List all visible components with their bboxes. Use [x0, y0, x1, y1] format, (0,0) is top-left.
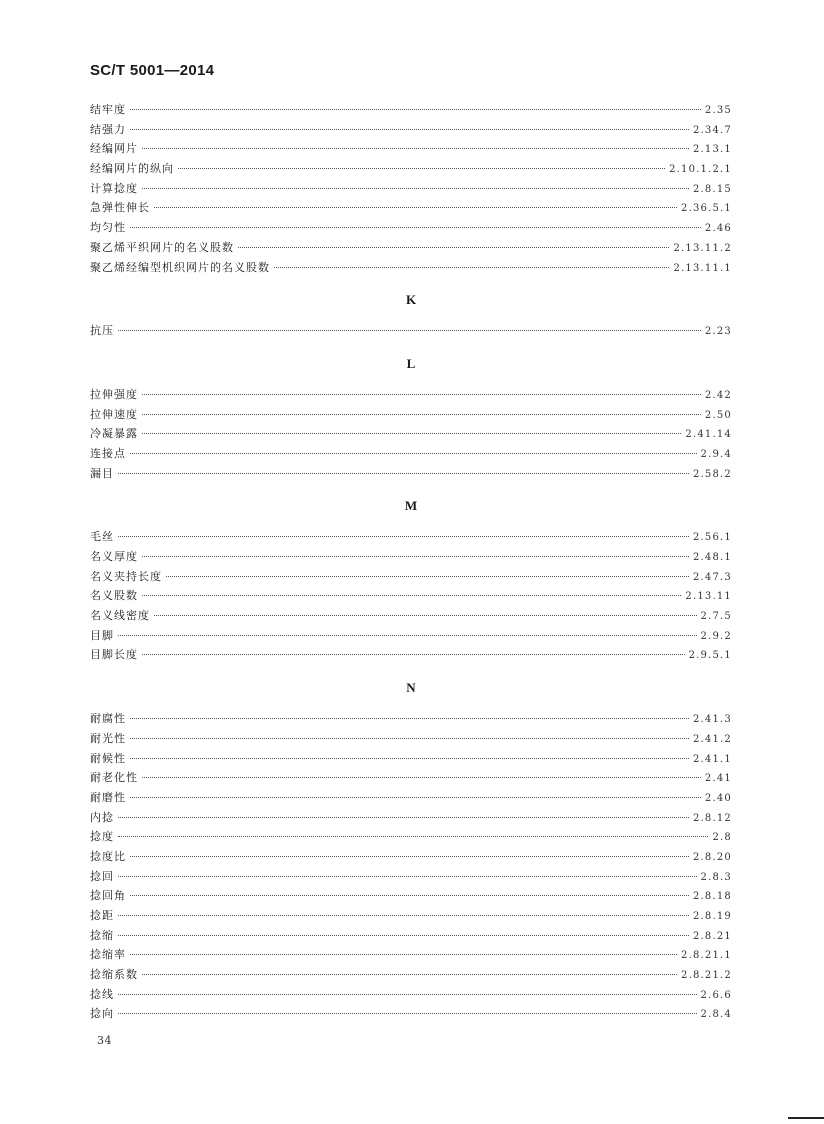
dot-leader — [130, 797, 701, 798]
index-term: 计算捻度 — [90, 181, 138, 195]
section-letter-m: M — [404, 498, 418, 514]
dot-leader — [142, 148, 689, 149]
index-term: 漏目 — [90, 466, 114, 480]
index-term: 名义夹持长度 — [90, 569, 162, 583]
index-entry — [90, 788, 732, 808]
dot-leader — [178, 168, 665, 169]
index-entry — [90, 1004, 732, 1024]
index-entry — [90, 424, 732, 444]
index-term: 聚乙烯平织网片的名义股数 — [90, 240, 234, 254]
index-term: 捻度比 — [90, 849, 126, 863]
index-clause-reference: 2.35 — [704, 105, 732, 116]
index-entry — [90, 198, 732, 218]
index-entry — [90, 847, 732, 867]
index-clause-reference: 2.13.1 — [692, 144, 732, 156]
index-term: 耐腐性 — [90, 712, 126, 726]
index-term: 捻回 — [90, 869, 114, 883]
index-term: 内捻 — [90, 810, 114, 824]
dot-leader — [154, 615, 697, 616]
index-entry — [90, 906, 732, 926]
index-clause-reference: 2.8.15 — [692, 183, 732, 195]
dot-leader — [130, 453, 697, 454]
index-entry — [90, 120, 732, 140]
dot-leader — [166, 576, 689, 577]
dot-leader — [142, 777, 701, 778]
dot-leader — [130, 129, 689, 130]
dot-leader — [118, 935, 689, 936]
index-clause-reference: 2.23 — [704, 326, 732, 338]
dot-leader — [118, 876, 697, 877]
index-clause-reference: 2.8 — [712, 832, 732, 844]
index-term: 名义股数 — [90, 589, 138, 603]
index-term: 冷凝暴露 — [90, 427, 138, 441]
index-term: 捻距 — [90, 909, 114, 922]
index-clause-reference: 2.46 — [704, 223, 732, 235]
index-clause-reference: 2.9.4 — [700, 448, 732, 460]
index-entry — [90, 258, 732, 278]
index-entry — [90, 945, 732, 965]
index-entry — [90, 709, 732, 729]
index-term: 捻缩系数 — [90, 968, 138, 982]
section-letter-l: L — [406, 355, 416, 371]
index-term: 捻度 — [90, 830, 114, 844]
dot-leader — [130, 738, 689, 739]
dot-leader — [142, 654, 685, 655]
index-entry — [90, 139, 732, 159]
index-entry — [90, 729, 732, 749]
index-clause-reference: 2.10.1.2.1 — [669, 164, 732, 176]
index-clause-reference: 2.8.18 — [692, 891, 732, 903]
index-entry — [90, 527, 732, 547]
index-term: 急弹性伸长 — [90, 201, 150, 215]
index-entry — [90, 808, 732, 828]
dot-leader — [118, 330, 701, 331]
index-entry — [90, 606, 732, 626]
index-clause-reference: 2.36.5.1 — [681, 203, 732, 215]
dot-leader — [142, 433, 681, 434]
index-clause-reference: 2.8.21 — [692, 930, 732, 942]
index-clause-reference: 2.8.4 — [700, 1009, 732, 1021]
dot-leader — [142, 556, 689, 557]
index-entry — [90, 586, 732, 606]
dot-leader — [130, 856, 689, 857]
index-term: 捻回角 — [90, 889, 126, 903]
index-entry — [90, 100, 732, 120]
document-code-header: SC/T 5001—2014 — [90, 62, 215, 79]
dot-leader — [154, 207, 677, 208]
index-clause-reference: 2.8.3 — [700, 871, 732, 883]
dot-leader — [118, 817, 689, 818]
index-entry — [90, 867, 732, 887]
index-clause-reference: 2.9.5.1 — [688, 650, 732, 662]
index-clause-reference: 2.8.12 — [692, 812, 732, 824]
index-entry — [90, 827, 732, 847]
index-term: 毛丝 — [90, 530, 114, 544]
index-clause-reference: 2.7.5 — [700, 611, 732, 623]
index-clause-reference: 2.13.11.1 — [673, 262, 732, 274]
index-term: 名义线密度 — [90, 609, 150, 623]
dot-leader — [118, 473, 689, 474]
index-entry — [90, 985, 732, 1005]
dot-leader — [118, 635, 697, 636]
index-entry — [90, 768, 732, 788]
index-term: 捻线 — [90, 987, 114, 1001]
index-term: 经编网片的纵向 — [90, 162, 174, 176]
dot-leader — [130, 227, 701, 228]
dot-leader — [142, 974, 677, 975]
index-term: 聚乙烯经编型机织网片的名义股数 — [90, 260, 270, 274]
index-term: 捻缩 — [90, 928, 114, 942]
index-clause-reference: 2.41.3 — [692, 714, 732, 726]
index-term: 拉伸速度 — [90, 407, 138, 421]
index-entry — [90, 464, 732, 484]
page-corner-rule — [788, 1117, 824, 1119]
dot-leader — [130, 758, 689, 759]
index-entry — [90, 645, 732, 665]
index-term: 名义厚度 — [90, 550, 138, 563]
index-term: 抗压 — [90, 324, 114, 338]
dot-leader — [130, 895, 689, 896]
dot-leader — [274, 267, 669, 268]
dot-leader — [130, 954, 677, 955]
index-entry — [90, 238, 732, 258]
index-entry — [90, 886, 732, 906]
index-entry — [90, 626, 732, 646]
index-entry — [90, 218, 732, 238]
dot-leader — [142, 394, 701, 395]
dot-leader — [118, 915, 689, 916]
index-clause-reference: 2.56.1 — [692, 532, 732, 544]
index-entry — [90, 321, 732, 341]
dot-leader — [118, 1013, 697, 1014]
index-term: 拉伸强度 — [90, 387, 138, 401]
dot-leader — [130, 718, 689, 719]
index-clause-reference: 2.13.11.2 — [673, 242, 732, 254]
index-clause-reference: 2.8.19 — [692, 911, 732, 922]
dot-leader — [142, 414, 701, 415]
index-clause-reference: 2.8.20 — [692, 851, 732, 863]
index-term: 耐老化性 — [90, 771, 138, 785]
index-term: 捻缩率 — [90, 948, 126, 962]
index-clause-reference: 2.41.1 — [692, 753, 732, 765]
index-entry — [90, 444, 732, 464]
index-entry — [90, 179, 732, 199]
index-term: 耐候性 — [90, 751, 126, 765]
index-clause-reference: 2.58.2 — [692, 468, 732, 480]
index-clause-reference: 2.34.7 — [692, 124, 732, 136]
index-clause-reference: 2.6.6 — [700, 989, 732, 1001]
index-clause-reference: 2.40 — [704, 792, 732, 804]
page-number: 34 — [97, 1034, 112, 1047]
index-term: 均匀性 — [90, 221, 126, 235]
index-clause-reference: 2.48.1 — [692, 552, 732, 563]
index-clause-reference: 2.41.2 — [692, 733, 732, 745]
index-entry — [90, 965, 732, 985]
index-entry — [90, 547, 732, 567]
dot-leader — [118, 836, 708, 837]
dot-leader — [118, 994, 697, 995]
index-term: 耐光性 — [90, 731, 126, 745]
index-clause-reference: 2.8.21.1 — [681, 950, 732, 962]
index-entry — [90, 385, 732, 405]
index-entry — [90, 405, 732, 425]
index-entry — [90, 159, 732, 179]
index-clause-reference: 2.8.21.2 — [681, 970, 732, 982]
index-clause-reference: 2.42 — [704, 389, 732, 401]
index-entry — [90, 926, 732, 946]
index-entry — [90, 567, 732, 587]
index-term: 结牢度 — [90, 103, 126, 116]
dot-leader — [130, 109, 701, 110]
index-entry — [90, 749, 732, 769]
index-term: 经编网片 — [90, 142, 138, 156]
index-term: 捻向 — [90, 1007, 114, 1021]
index-term: 连接点 — [90, 446, 126, 460]
index-clause-reference: 2.50 — [704, 409, 732, 421]
index-clause-reference: 2.13.11 — [685, 591, 732, 603]
dot-leader — [142, 188, 689, 189]
index-clause-reference: 2.47.3 — [692, 571, 732, 583]
dot-leader — [118, 536, 689, 537]
index-term: 目脚 — [90, 628, 114, 642]
index-clause-reference: 2.41.14 — [685, 429, 732, 441]
dot-leader — [142, 595, 681, 596]
index-clause-reference: 2.41 — [704, 773, 732, 785]
dot-leader — [238, 247, 669, 248]
index-term: 结强力 — [90, 122, 126, 136]
index-term: 目脚长度 — [90, 648, 138, 662]
index-term: 耐磨性 — [90, 790, 126, 804]
index-clause-reference: 2.9.2 — [700, 630, 732, 642]
index-content — [90, 100, 732, 1024]
section-letter-n: N — [406, 680, 416, 696]
section-letter-k: K — [405, 292, 417, 308]
